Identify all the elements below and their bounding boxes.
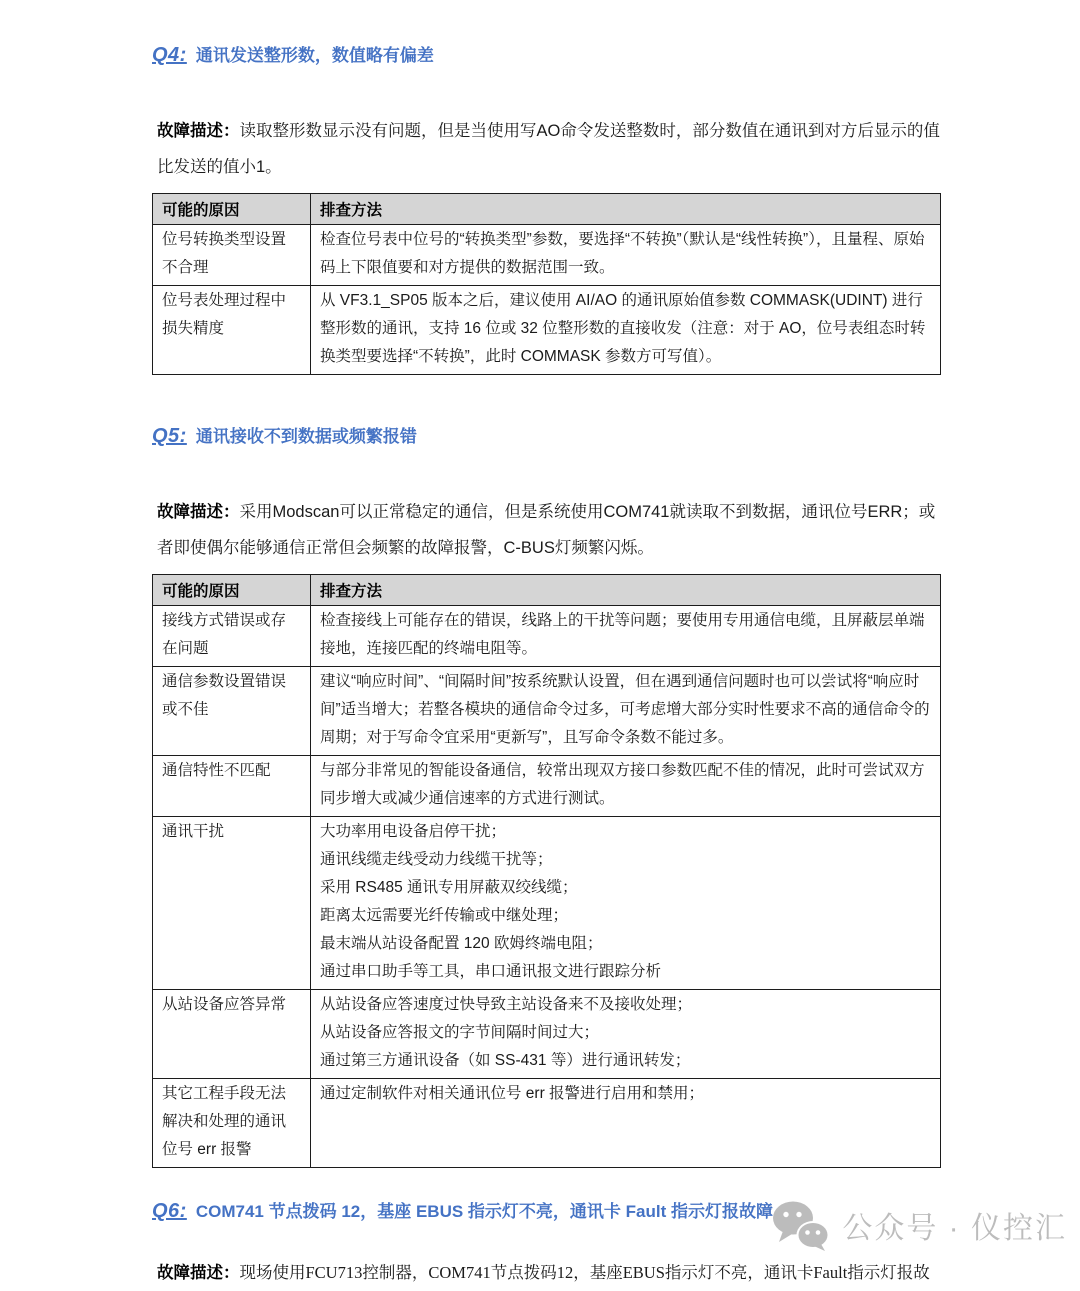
q6-link[interactable]: Q6:	[152, 1200, 187, 1222]
cause-cell: 通信参数设置错误或不佳	[153, 667, 311, 756]
watermark	[771, 1199, 1067, 1251]
method-line: 通过定制软件对相关通讯位号 err 报警进行启用和禁用；	[320, 1085, 705, 1102]
section-q5	[152, 423, 941, 1168]
q5-link[interactable]: Q5:	[152, 425, 187, 447]
table-row	[153, 667, 941, 756]
cause-cell: 位号转换类型设置不合理	[153, 225, 311, 286]
q5-troubleshooting-table	[152, 574, 941, 1168]
q4-title: 通讯发送整形数，数值略有偏差	[195, 46, 434, 65]
method-line: 从站设备应答报文的字节间隔时间过大；	[320, 1024, 600, 1041]
table-row	[153, 1079, 941, 1168]
method-cell	[311, 225, 941, 286]
method-line: 检查接线上可能存在的错误，线路上的干扰等问题；要使用专用通信电缆，且屏蔽层单端接地，连接匹配的终端电阻等。	[320, 612, 925, 657]
table-row	[153, 606, 941, 667]
method-cell	[311, 817, 941, 990]
table-row	[153, 286, 941, 375]
fault-desc-label: 故障描述：	[157, 503, 240, 521]
method-cell	[311, 606, 941, 667]
method-line: 建议“响应时间”、“间隔时间”按系统默认设置，但在遇到通信问题时也可以尝试将“响应时间”适当增大；若整各模块的通信命令过多，可考虑增大部分实时性要求不高的通信命令的周期；对于写命令宜采用“更新写”，且写命令条数不能过多。	[320, 673, 930, 746]
q5-fault-description	[157, 494, 941, 566]
table-row	[153, 756, 941, 817]
q5-title: 通讯接收不到数据或频繁报错	[195, 427, 417, 446]
method-cell	[311, 990, 941, 1079]
fault-desc-label: 故障描述：	[157, 122, 240, 140]
wechat-icon	[771, 1199, 829, 1251]
section-q4	[152, 42, 941, 375]
cause-cell: 其它工程手段无法解决和处理的通讯位号 err 报警	[153, 1079, 311, 1168]
cause-cell: 从站设备应答异常	[153, 990, 311, 1079]
q4-fault-description	[157, 113, 941, 185]
method-line: 通过串口助手等工具，串口通讯报文进行跟踪分析	[320, 963, 662, 980]
method-cell	[311, 286, 941, 375]
cause-cell: 通讯干扰	[153, 817, 311, 990]
table-header-row	[153, 575, 941, 606]
method-cell	[311, 667, 941, 756]
q4-heading	[152, 42, 941, 69]
q4-troubleshooting-table	[152, 193, 941, 375]
method-line: 与部分非常见的智能设备通信，较常出现双方接口参数匹配不佳的情况，此时可尝试双方同步增大或减少通信速率的方式进行测试。	[320, 762, 925, 807]
method-line: 采用 RS485 通讯专用屏蔽双绞线缆；	[320, 879, 578, 896]
cause-cell: 位号表处理过程中损失精度	[153, 286, 311, 375]
method-line: 从 VF3.1_SP05 版本之后，建议使用 AI/AO 的通讯原始值参数 COMMASK(UDINT) 进行整形数的通讯，支持 16 位或 32 位整形数的直接收发（注意：对于 AO，位号表组态时转换类型要选择“不转换”，此时 COMMASK 参数方可写值）。	[320, 292, 926, 365]
column-header-method: 排查方法	[311, 194, 941, 225]
column-header-cause: 可能的原因	[153, 194, 311, 225]
column-header-cause: 可能的原因	[153, 575, 311, 606]
method-cell	[311, 756, 941, 817]
fault-desc-text: 现场使用FCU713控制器，COM741节点拨码12，基座EBUS指示灯不亮，通讯卡Fault指示灯报故	[239, 1263, 930, 1282]
table-row	[153, 817, 941, 990]
q6-fault-description	[157, 1255, 941, 1291]
cause-cell: 通信特性不匹配	[153, 756, 311, 817]
method-line: 最末端从站设备配置 120 欧姆终端电阻；	[320, 935, 603, 952]
table-row	[153, 990, 941, 1079]
method-line: 通讯线缆走线受动力线缆干扰等；	[320, 851, 553, 868]
table-header-row	[153, 194, 941, 225]
method-line: 距离太远需要光纤传输或中继处理；	[320, 907, 569, 924]
fault-desc-text: 读取整形数显示没有问题，但是当使用写AO命令发送整数时，部分数值在通讯到对方后显示的值比发送的值小1。	[157, 122, 940, 176]
watermark-text: 公众号 · 仪控汇	[842, 1212, 1067, 1245]
fault-desc-text: 采用Modscan可以正常稳定的通信，但是系统使用COM741就读取不到数据，通讯位号ERR；或者即使偶尔能够通信正常但会频繁的故障报警，C-BUS灯频繁闪烁。	[157, 503, 936, 557]
method-line: 大功率用电设备启停干扰；	[320, 823, 507, 840]
method-line: 通过第三方通讯设备（如 SS-431 等）进行通讯转发；	[320, 1052, 691, 1069]
q6-title: COM741 节点拨码 12，基座 EBUS 指示灯不亮，通讯卡 Fault 指示灯报故障	[195, 1202, 773, 1221]
q4-link[interactable]: Q4:	[152, 44, 187, 66]
fault-desc-label: 故障描述：	[157, 1264, 240, 1282]
method-line: 从站设备应答速度过快导致主站设备来不及接收处理；	[320, 996, 693, 1013]
method-line: 检查位号表中位号的“转换类型”参数，要选择“不转换”（默认是“线性转换”），且量程、原始码上下限值要和对方提供的数据范围一致。	[320, 231, 925, 276]
method-cell	[311, 1079, 941, 1168]
column-header-method: 排查方法	[311, 575, 941, 606]
cause-cell: 接线方式错误或存在问题	[153, 606, 311, 667]
table-row	[153, 225, 941, 286]
q5-heading	[152, 423, 941, 450]
